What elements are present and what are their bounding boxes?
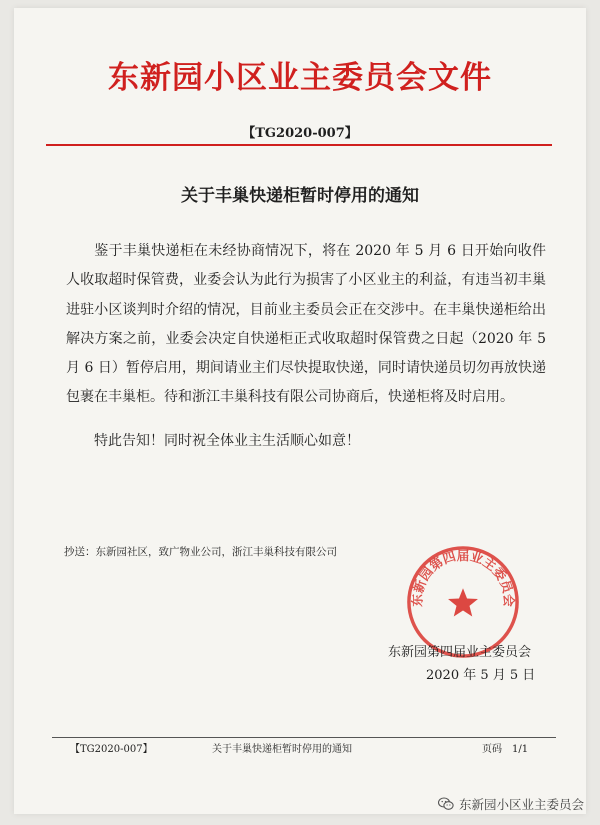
footer-title: 关于丰巢快递柜暂时停用的通知 [212, 744, 352, 755]
seal-star-icon [448, 588, 478, 616]
svg-text:东新园第四届业主委员会: 东新园第四届业主委员会 [410, 548, 516, 607]
cc-line: 抄送：东新园社区，致广物业公司，浙江丰巢科技有限公司 [64, 546, 337, 558]
wechat-icon [438, 797, 454, 811]
closing-paragraph [66, 427, 546, 456]
footer-document-number: 【TG2020-007】 [70, 744, 153, 755]
wechat-watermark [438, 795, 584, 813]
document-number: 【TG2020-007】 [242, 126, 358, 141]
footer-page-number: 页码 1/1 [482, 744, 529, 755]
footer-divider [52, 737, 556, 738]
paragraph-1-text: 鉴于丰巢快递柜在未经协商情况下，将在 2020 年 5 月 6 日开始向收件人收取超时保管费，业委会认为此行为损害了小区业主的利益，有违当初丰巢进驻小区谈判时介绍的情况，目前业主委员会正在交涉中。在丰巢快递柜给出解决方案之前，业委会决定自快递柜正式收取超时保管费之日起（2020 年 5 月 6 日）暂停启用，期间请业主们尽快提取快递，同时请快递员切勿再放快递包裹在丰巢柜。待和浙江丰巢科技有限公司协商后，快递柜将及时启用。 [66, 243, 546, 406]
org-header: 东新园小区业主委员会文件 [108, 60, 492, 96]
paragraph-2-text: 特此告知！同时祝全体业主生活顺心如意！ [94, 433, 360, 449]
signature-date: 2020 年 5 月 5 日 [426, 668, 536, 683]
notice-body-paragraph [66, 237, 546, 413]
signature-organization: 东新园第四届业主委员会 [388, 645, 532, 660]
notice-title: 关于丰巢快递柜暂时停用的通知 [181, 186, 419, 206]
watermark-text: 东新园小区业主委员会 [458, 797, 584, 812]
header-divider [46, 144, 552, 146]
